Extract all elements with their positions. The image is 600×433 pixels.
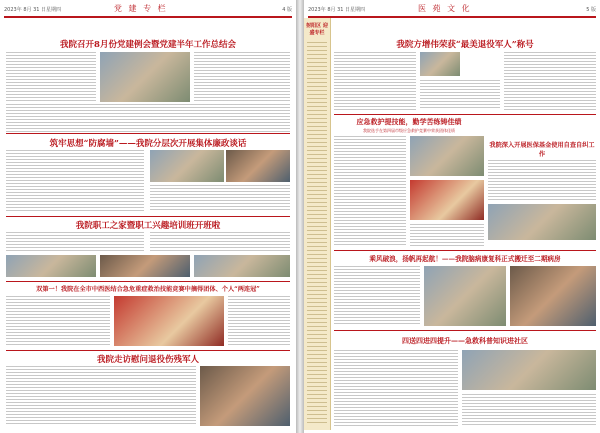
header-page-number: 5 版 — [586, 7, 596, 13]
left-page-header — [4, 2, 292, 18]
article-photo — [6, 255, 96, 277]
article-text — [334, 52, 416, 110]
article-photo — [150, 150, 224, 182]
article-title: 乘风破浪，扬帆再起航！——我院脑病康复科正式搬迁至二期病房 — [369, 255, 561, 263]
header-section: 医 苑 文 化 — [418, 4, 472, 13]
article-title: 双第一！我院在全市中西医结合急危重症救治技能竞赛中摘得团体、个人“两连冠” — [36, 286, 260, 293]
sidebar-title: 射阳区 迎盛专栏 — [306, 23, 328, 36]
header-date: 2023年 8月 31 日星期四 — [308, 7, 366, 13]
article-text — [334, 350, 458, 426]
article-text — [6, 366, 196, 426]
article-photo — [510, 266, 596, 326]
article-text — [488, 160, 596, 200]
article-subtitle: 我院选手在第四届市级应急救护竞赛中荣获团体佳绩 — [363, 128, 455, 133]
left-page — [0, 0, 296, 433]
divider — [334, 330, 596, 331]
article-photo — [200, 366, 290, 426]
article-text — [334, 266, 420, 326]
article-title: 我院召开8月份党建例会暨党建半年工作总结会 — [60, 40, 236, 50]
header-section: 党 建 专 栏 — [114, 4, 168, 13]
header-date: 2023年 8月 31 日星期四 — [4, 7, 62, 13]
article-photo — [410, 136, 484, 176]
article-title: 应急救护提技能，勤学苦练铸佳绩 — [356, 117, 462, 126]
article-text — [6, 104, 290, 132]
sidebar-column — [304, 18, 331, 430]
article-text — [6, 232, 144, 252]
divider — [334, 250, 596, 251]
article-text — [6, 52, 96, 102]
article-title: 我院职工之家暨职工兴趣培训班开班啦 — [75, 221, 221, 231]
divider — [6, 350, 290, 351]
divider — [334, 114, 596, 115]
article-photo — [100, 255, 190, 277]
article-photo — [462, 350, 596, 390]
article-text — [504, 52, 596, 110]
right-page — [304, 0, 600, 433]
article-photo — [410, 180, 484, 220]
page-gutter — [296, 0, 304, 433]
article-photo — [226, 150, 290, 182]
article-photo — [488, 204, 596, 240]
article-text — [410, 224, 484, 246]
article-text — [6, 296, 110, 346]
article-photo — [424, 266, 506, 326]
article-photo — [114, 296, 224, 346]
article-photo — [194, 255, 290, 277]
article-photo — [420, 52, 460, 76]
sidebar-text — [307, 42, 327, 426]
article-title: 我院深入开展医保基金使用自查自纠工作 — [489, 142, 595, 158]
article-text — [462, 394, 596, 426]
article-title: 我院方增伟荣获“最美退役军人”称号 — [396, 40, 534, 50]
divider — [6, 281, 290, 282]
article-text — [228, 296, 290, 346]
article-text — [420, 80, 500, 110]
divider — [6, 216, 290, 217]
header-page-number: 4 版 — [282, 7, 292, 13]
article-photo — [100, 52, 190, 102]
article-title: 筑牢思想“防腐墙”——我院分层次开展集体廉政谈话 — [49, 139, 247, 149]
article-title: 我院走访慰问退役伤残军人 — [96, 355, 199, 365]
right-page-header — [308, 2, 596, 18]
article-text — [334, 136, 406, 246]
divider — [6, 133, 290, 134]
article-text — [6, 150, 144, 212]
article-text — [150, 232, 290, 252]
article-text — [150, 185, 290, 212]
article-title: 四送四进四提升——急救科普知识进社区 — [402, 336, 528, 345]
article-text — [194, 52, 290, 102]
